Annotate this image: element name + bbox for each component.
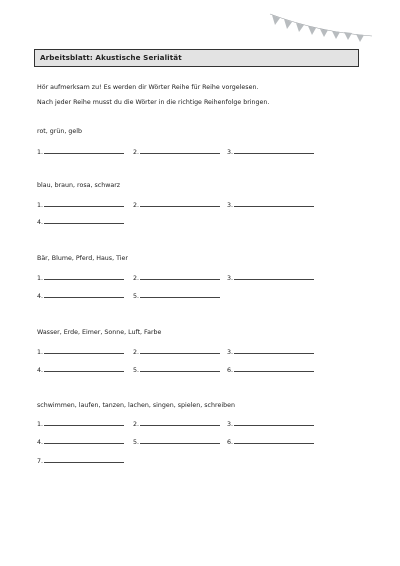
answer-line [140,206,220,207]
instruction-line-2: Nach jeder Reihe musst du die Wörter in die richtige Reihenfolge bringen. [37,99,270,106]
answer-blank[interactable] [133,439,220,446]
answer-blank[interactable] [133,293,220,300]
answer-line [234,353,314,354]
blank-number: 2. [133,149,140,156]
word-list-3: Bär, Blume, Pferd, Haus, Tier [37,255,128,262]
answer-line [140,297,220,298]
answer-blank[interactable] [227,421,314,428]
answer-line [44,153,124,154]
blank-number: 6. [227,367,234,374]
answer-line [44,223,124,224]
bunting-decoration [268,8,374,44]
answer-line [234,371,314,372]
blank-number: 4. [37,367,44,374]
blank-number: 1. [37,149,44,156]
answer-line [44,279,124,280]
worksheet-title: Arbeitsblatt: Akustische Serialität [40,53,182,62]
answer-line [140,353,220,354]
blank-number: 1. [37,202,44,209]
answer-line [140,279,220,280]
answer-line [234,153,314,154]
answer-line [234,279,314,280]
answer-blank[interactable] [37,202,124,209]
blank-number: 6. [227,439,234,446]
answer-blank[interactable] [37,439,124,446]
answer-blank[interactable] [37,293,124,300]
blank-number: 4. [37,439,44,446]
blank-number: 2. [133,349,140,356]
answer-blank[interactable] [133,349,220,356]
answer-blank[interactable] [37,421,124,428]
word-list-2: blau, braun, rosa, schwarz [37,182,121,189]
answer-blank[interactable] [227,149,314,156]
answer-blank[interactable] [133,275,220,282]
answer-line [140,425,220,426]
blank-number: 3. [227,149,234,156]
blank-number: 5. [133,367,140,374]
answer-blank[interactable] [133,367,220,374]
answer-line [44,353,124,354]
answer-line [234,443,314,444]
answer-line [44,425,124,426]
title-box [34,49,359,67]
blank-number: 3. [227,202,234,209]
answer-blank[interactable] [227,367,314,374]
answer-line [44,206,124,207]
answer-blank[interactable] [37,219,124,226]
blank-number: 4. [37,293,44,300]
blank-number: 5. [133,439,140,446]
blank-number: 5. [133,293,140,300]
answer-blank[interactable] [227,275,314,282]
answer-line [234,206,314,207]
answer-blank[interactable] [37,149,124,156]
answer-line [140,153,220,154]
answer-blank[interactable] [227,349,314,356]
blank-number: 1. [37,349,44,356]
answer-blank[interactable] [133,149,220,156]
blank-number: 3. [227,349,234,356]
answer-blank[interactable] [37,458,124,465]
answer-blank[interactable] [227,439,314,446]
answer-blank[interactable] [133,421,220,428]
blank-number: 1. [37,421,44,428]
blank-number: 3. [227,275,234,282]
word-list-4: Wasser, Erde, Eimer, Sonne, Luft, Farbe [37,329,162,336]
word-list-1: rot, grün, gelb [37,128,82,135]
answer-line [140,443,220,444]
answer-line [234,425,314,426]
blank-number: 7. [37,458,44,465]
answer-line [140,371,220,372]
answer-blank[interactable] [37,367,124,374]
answer-blank[interactable] [37,275,124,282]
blank-number: 1. [37,275,44,282]
answer-line [44,297,124,298]
blank-number: 2. [133,202,140,209]
blank-number: 4. [37,219,44,226]
answer-line [44,371,124,372]
answer-line [44,443,124,444]
blank-number: 2. [133,275,140,282]
answer-blank[interactable] [227,202,314,209]
blank-number: 3. [227,421,234,428]
answer-line [44,462,124,463]
answer-blank[interactable] [37,349,124,356]
instruction-line-1: Hör aufmerksam zu! Es werden dir Wörter Reihe für Reihe vorgelesen. [37,84,259,91]
blank-number: 2. [133,421,140,428]
answer-blank[interactable] [133,202,220,209]
word-list-5: schwimmen, laufen, tanzen, lachen, singen, spielen, schreiben [37,402,235,409]
